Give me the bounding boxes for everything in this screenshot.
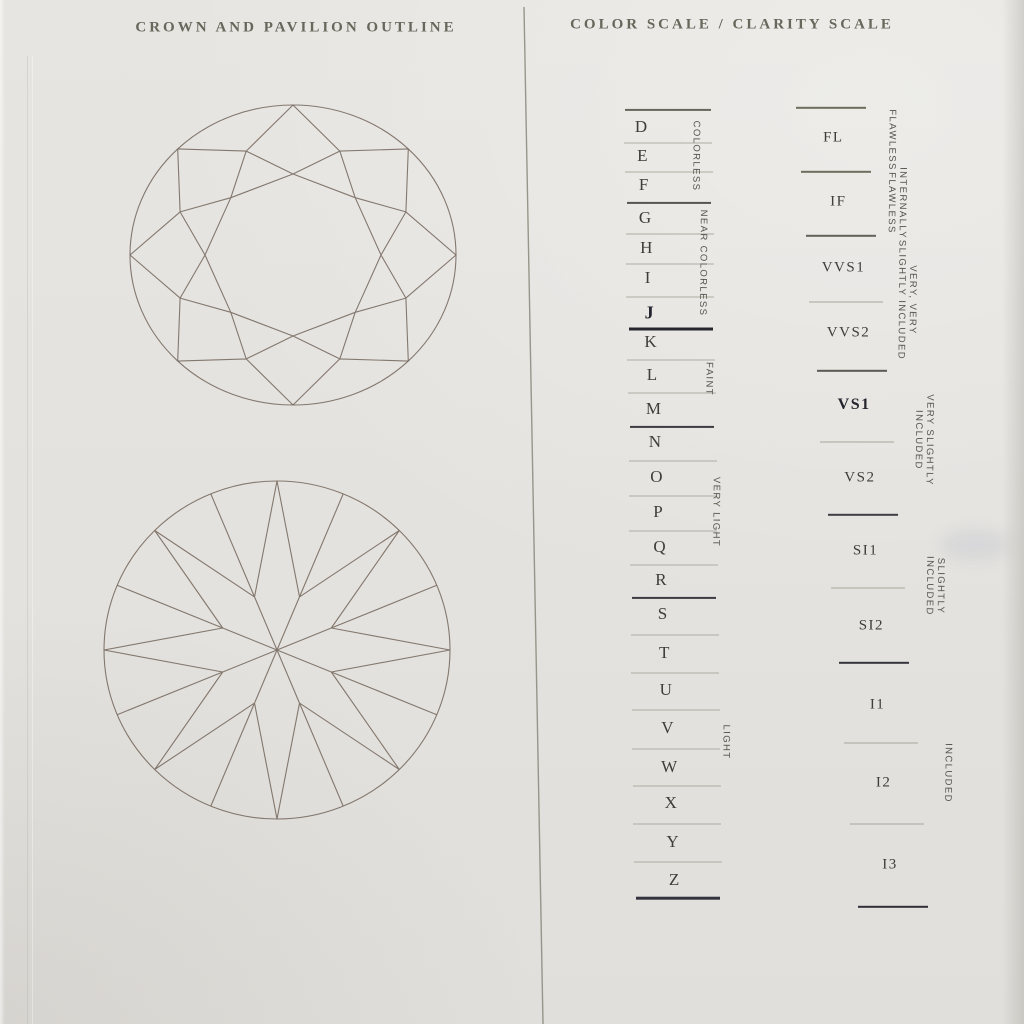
color-grade-X: X	[664, 793, 677, 812]
clarity-group-label-line: SLIGHTLY INCLUDED	[895, 239, 908, 361]
clarity-scale-line-1	[801, 171, 871, 173]
color-scale-divider-J	[629, 328, 713, 331]
color-scale-divider-U	[632, 710, 720, 711]
clarity-grade-I2: I2	[875, 774, 892, 791]
clarity-scale-line-11	[858, 906, 928, 908]
color-grade-I: I	[644, 268, 651, 287]
embossed-border-highlight	[32, 56, 33, 1024]
clarity-group-label-included	[942, 743, 954, 803]
pavilion-facet-lines	[104, 481, 450, 819]
clarity-group-label-line: FLAWLESS	[886, 109, 898, 171]
color-scale-top-line	[625, 109, 711, 111]
color-grade-N: N	[648, 432, 661, 451]
color-scale-divider-S	[631, 635, 719, 636]
clarity-grade-SI2: SI2	[858, 617, 885, 634]
color-grade-G: G	[638, 208, 652, 227]
color-scale-divider-K	[627, 360, 715, 361]
clarity-scale-line-5	[820, 442, 894, 443]
clarity-grade-VVS2: VVS2	[826, 324, 871, 341]
clarity-group-label-line: INTERNALLY	[896, 167, 909, 240]
color-grade-V: V	[661, 718, 674, 737]
clarity-scale-line-0	[796, 107, 866, 109]
clarity-grade-FL: FL	[823, 129, 844, 146]
clarity-group-label-line: VERY, VERY	[906, 265, 919, 335]
clarity-group-label-very-slightly-included	[913, 394, 936, 486]
crown-pavilion-section-title: CROWN AND PAVILION OUTLINE	[135, 19, 457, 36]
embossed-border-line	[27, 56, 28, 1024]
paper-left-edge-highlight	[0, 0, 5, 1024]
color-scale-bottom-line	[636, 897, 720, 900]
clarity-scale-line-4	[817, 370, 887, 372]
color-group-label-light: LIGHT	[720, 724, 732, 760]
clarity-scale-line-3	[809, 302, 883, 303]
clarity-scale-line-7	[831, 588, 905, 589]
clarity-group-label-slightly-included	[924, 556, 947, 616]
color-group-label-near-colorless: NEAR COLORLESS	[697, 209, 709, 317]
clarity-scale-line-8	[839, 662, 909, 664]
clarity-group-label-very-very-slightly-included	[895, 240, 918, 360]
clarity-group-label-line: SLIGHTLY	[934, 557, 947, 615]
color-grade-H: H	[640, 238, 653, 257]
color-grade-U: U	[659, 680, 672, 699]
clarity-group-label-internally-flawless	[886, 167, 909, 239]
color-grade-D: D	[634, 117, 648, 136]
color-grade-Q: Q	[653, 537, 666, 556]
color-grade-W: W	[661, 757, 678, 776]
color-clarity-section-title: COLOR SCALE / CLARITY SCALE	[570, 16, 894, 33]
color-scale-divider-X	[633, 824, 721, 825]
clarity-grade-SI1: SI1	[852, 542, 879, 559]
clarity-grade-VS1: VS1	[837, 396, 871, 413]
clarity-grade-I3: I3	[882, 856, 898, 873]
color-grade-L: L	[646, 365, 658, 384]
crown-facet-lines	[130, 105, 456, 405]
color-scale-divider-V	[632, 749, 720, 750]
color-scale-divider-P	[629, 531, 717, 532]
color-scale-divider-R	[632, 597, 716, 599]
clarity-group-label-flawless	[886, 109, 898, 171]
color-scale-divider-Y	[634, 862, 722, 863]
clarity-grade-IF: IF	[830, 193, 847, 210]
color-grade-Z: Z	[668, 870, 680, 889]
clarity-grade-I1: I1	[869, 696, 886, 713]
clarity-scale-line-10	[850, 824, 924, 825]
color-scale-divider-N	[629, 461, 717, 462]
clarity-grade-VS2: VS2	[844, 469, 876, 486]
paper-smudge	[940, 528, 1010, 562]
clarity-scale-line-2	[806, 235, 876, 237]
color-grade-T: T	[658, 643, 670, 662]
clarity-group-label-line: INCLUDED	[912, 410, 925, 470]
paper-right-edge-shadow	[1002, 0, 1024, 1024]
clarity-group-label-line: INCLUDED	[923, 556, 936, 616]
color-grade-M: M	[645, 399, 661, 418]
clarity-group-label-line: VERY SLIGHTLY	[923, 394, 936, 486]
color-group-label-very-light: VERY LIGHT	[710, 476, 722, 548]
color-scale-divider-F	[627, 202, 711, 204]
color-grade-F: F	[638, 175, 649, 194]
color-scale-divider-M	[630, 426, 714, 428]
color-grade-K: K	[644, 332, 657, 351]
color-scale-divider-W	[633, 786, 721, 787]
clarity-grade-VVS1: VVS1	[821, 259, 866, 276]
page-column-divider	[524, 7, 543, 1024]
color-scale-divider-Q	[630, 565, 718, 566]
color-grade-R: R	[655, 570, 667, 589]
color-group-label-faint: FAINT	[703, 361, 715, 397]
clarity-scale-line-6	[828, 514, 898, 516]
color-grade-S: S	[657, 604, 668, 623]
color-group-label-colorless: COLORLESS	[690, 120, 702, 192]
color-scale-divider-O	[629, 496, 717, 497]
clarity-group-label-line: INCLUDED	[942, 743, 954, 803]
color-grade-Y: Y	[666, 832, 679, 851]
clarity-scale-line-9	[844, 743, 918, 744]
color-grade-O: O	[650, 467, 663, 486]
pavilion-girdle-circle	[104, 481, 450, 819]
color-scale-divider-T	[631, 673, 719, 674]
crown-girdle-circle	[130, 105, 456, 405]
color-grade-E: E	[637, 146, 648, 165]
color-grade-P: P	[653, 502, 663, 521]
color-grade-J: J	[644, 302, 654, 323]
clarity-group-label-line: FLAWLESS	[885, 172, 898, 234]
